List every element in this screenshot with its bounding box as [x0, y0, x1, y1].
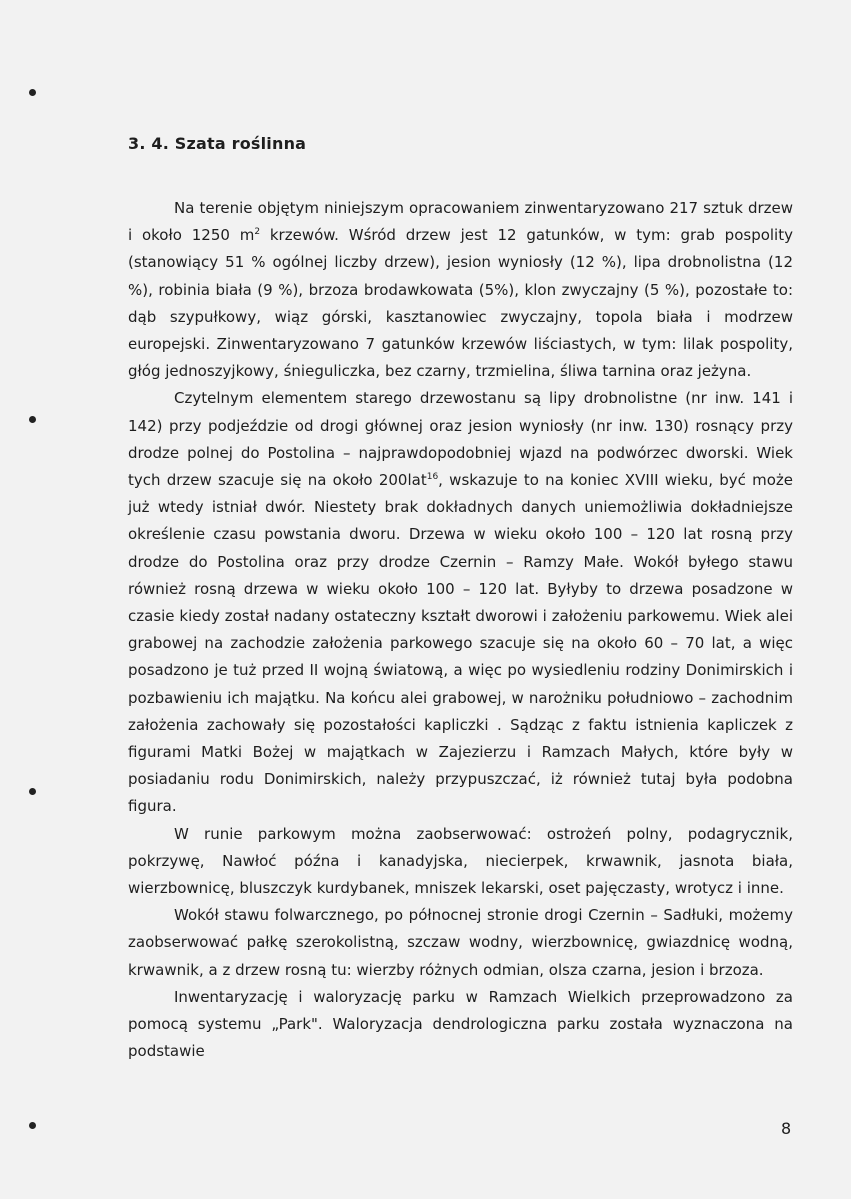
- paragraph-text: Czytelnym elementem starego drzewostanu są lipy drobnolistne (nr inw. 141 i 142) przy podjeździe od drogi głównej oraz jesion wyniosły (nr inw. 130) rosnący przy drodze polnej do Postolina – najprawdopodobniej wjazd na podwórzec dworski. Wiek tych drzew szacuje się na około 200lat: [128, 389, 793, 490]
- paragraph-text: , wskazuje to na koniec XVIII wieku, być może już wtedy istniał dwór. Niestety brak dokładnych danych uniemożliwia dokładniejsze określenie czasu powstania dworu. Drzewa w wieku około 100 – 120 lat rosną przy drodze do Postolina oraz przy drodze Czernin – Ramzy Małe. Wokół byłego stawu również rosną drzewa w wieku około 100 – 120 lat. Byłyby to drzewa posadzone w czasie kiedy został nadany ostateczny kształt dworowi i założeniu parkowemu. Wiek alei grabowej na zachodzie założenia parkowego szacuje się na około 60 – 70 lat, a więc posadzono je tuż przed II wojną światową, a więc po wysiedleniu rodziny Donimirskich i pozbawieniu ich majątku. Na końcu alei grabowej, w narożniku południowo – zachodnim założenia zachowały się pozostałości kapliczki . Sądząc z faktu istnienia kapliczek z figurami Matki Bożej w majątkach w Zajezierzu i Ramzach Małych, które były w posiadaniu rodu Donimirskich, należy przypuszczać, iż również tutaj była podobna figura.: [128, 471, 794, 816]
- paragraph: [128, 195, 793, 385]
- binder-hole-mark: [29, 788, 36, 795]
- body-text: [128, 195, 793, 1066]
- superscript: 2: [254, 227, 261, 238]
- binder-hole-mark: [29, 416, 36, 423]
- paragraph: [128, 821, 793, 903]
- superscript: 16: [426, 472, 439, 483]
- section-heading: 3. 4. Szata roślinna: [128, 134, 307, 153]
- binder-hole-mark: [29, 1122, 36, 1129]
- paragraph-text: Na terenie objętym niniejszym opracowaniem zinwentaryzowano 217 sztuk drzew i około 1250 m: [128, 199, 793, 245]
- paragraph: [128, 984, 793, 1066]
- paragraph-text: W runie parkowym można zaobserwować: ostrożeń polny, podagrycznik, pokrzywę, Nawłoć późna i kanadyjska, niecierpek, krwawnik, jasnota biała, wierzbownicę, bluszczyk kurdybanek, mniszek lekarski, oset pajęczasty, wrotycz i inne.: [128, 824, 793, 898]
- paragraph-text: Inwentaryzację i waloryzację parku w Ramzach Wielkich przeprowadzono za pomocą systemu „Park". Waloryzacja dendrologiczna parku została wyznaczona na podstawie: [128, 987, 793, 1061]
- paragraph: [128, 902, 793, 984]
- paragraph-text: Wokół stawu folwarcznego, po północnej stronie drogi Czernin – Sadłuki, możemy zaobserwować pałkę szerokolistną, szczaw wodny, wierzbownicę, gwiazdnicę wodną, krwawnik, a z drzew rosną tu: wierzby różnych odmian, olsza czarna, jesion i brzoza.: [128, 906, 793, 979]
- paragraph-text: krzewów. Wśród drzew jest 12 gatunków, w tym: grab pospolity (stanowiący 51 % ogólnej liczby drzew), jesion wyniosły (12 %), lipa drobnolistna (12 %), robinia biała (9 %), brzoza brodawkowata (5%), klon zwyczajny (5 %), pozostałe to: dąb szypułkowy, wiąz górski, kasztanowiec zwyczajny, topola biała i modrzew europejski. Zinwentaryzowano 7 gatunków krzewów liściastych, w tym: lilak pospolity, głóg jednoszyjkowy, śnieguliczka, bez czarny, trzmielina, śliwa tarnina oraz jeżyna.: [128, 226, 793, 381]
- paragraph: [128, 385, 793, 820]
- binder-hole-mark: [29, 89, 36, 96]
- page-number: 8: [781, 1119, 792, 1138]
